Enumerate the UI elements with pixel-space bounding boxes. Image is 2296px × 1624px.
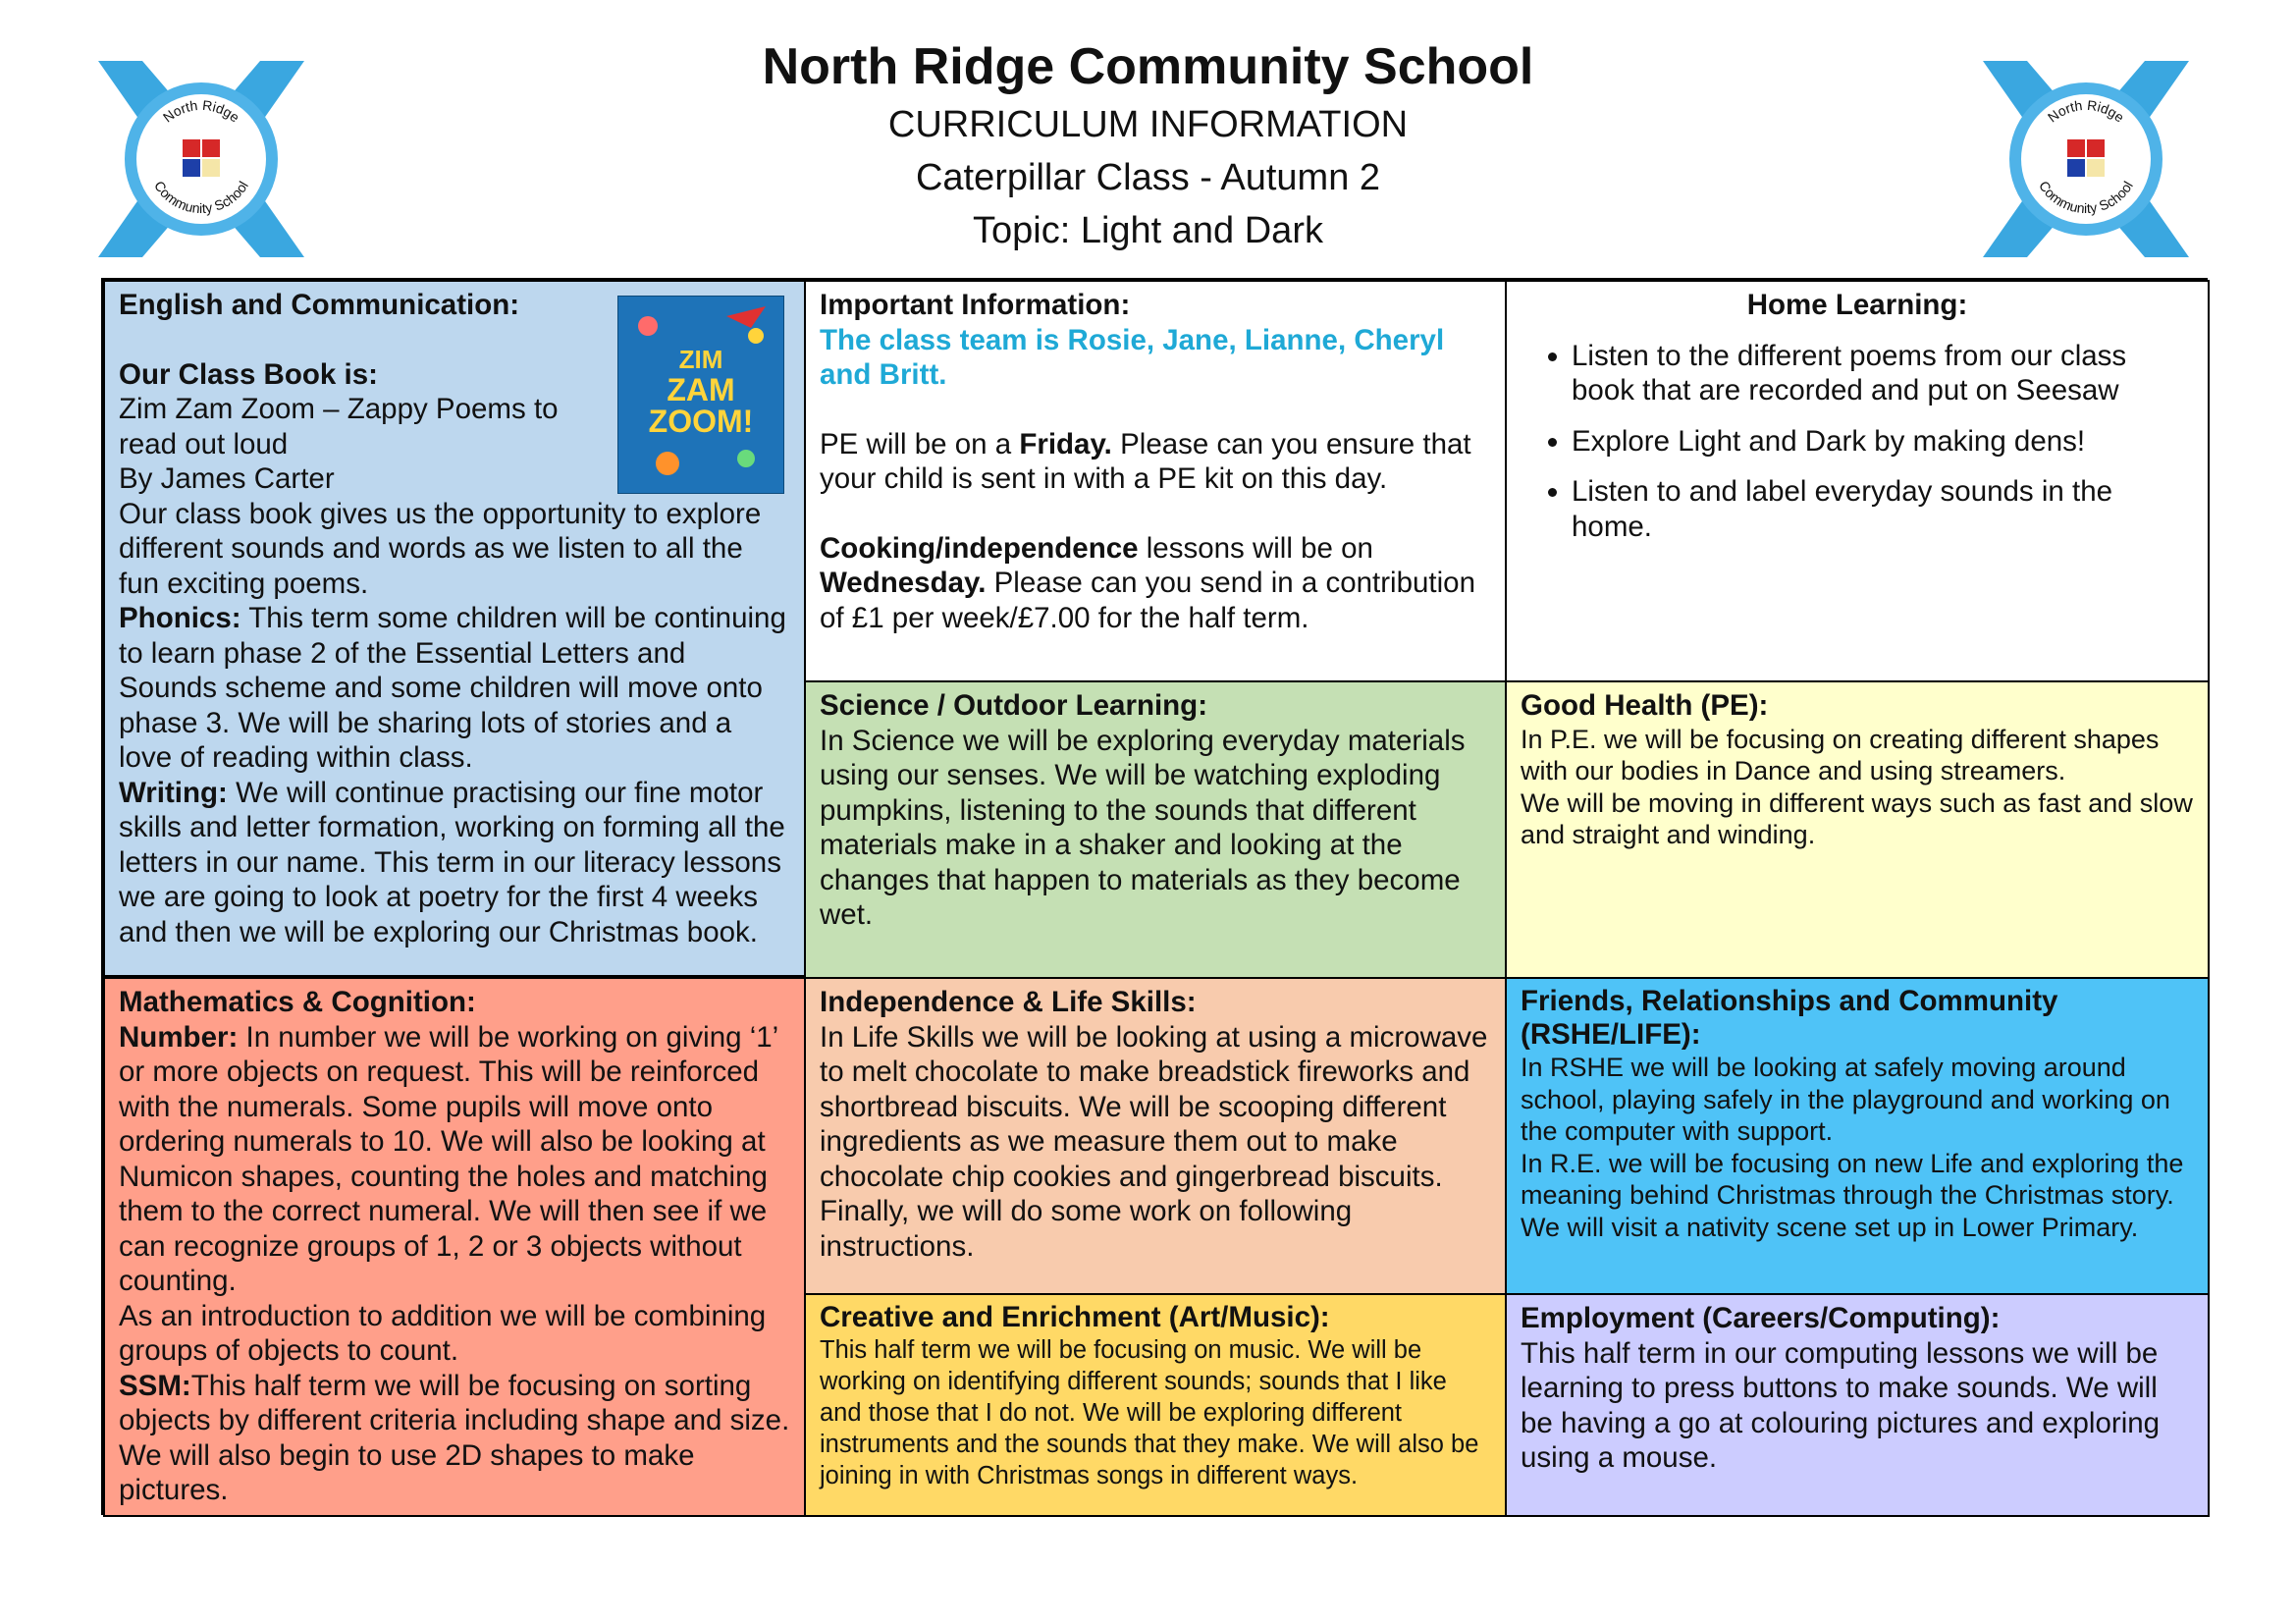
addition-paragraph: As an introduction to addition we will be combining groups of objects to count.: [119, 1299, 767, 1367]
class-team-text: The class team is Rosie, Jane, Lianne, Cheryl and Britt.: [820, 323, 1445, 391]
pe-text-pre: PE will be on a: [820, 427, 1020, 460]
section-heading: Important Information:: [820, 289, 1131, 321]
class-book-cover: [617, 296, 784, 494]
writing-text: We will continue practising our fine motor skills and letter formation, working on forming all the letters in our name. This term in our literacy lessons we are going to look at poetry for the first 4 weeks and then we will be exploring our Christmas book.: [119, 776, 785, 948]
class-book-title: Zim Zam Zoom – Zappy Poems to read out loud: [119, 393, 559, 460]
cooking-text-post: Please can you send in a contribution of £1 per week/£7.00 for the half term.: [820, 567, 1475, 634]
class-book-heading: Our Class Book is:: [119, 357, 378, 391]
pe-day-paragraph: [820, 427, 1491, 497]
health-text-1: In P.E. we will be focusing on creating different shapes with our bodies in Dance and using streamers.: [1521, 724, 2160, 785]
phonics-text: This term some children will be continuing to learn phase 2 of the Essential Letters and Sounds scheme and some children will move onto phase 3. We will be sharing lots of stories and a love of reading within class.: [119, 602, 786, 774]
science-section: [804, 680, 1507, 979]
mathematics-section: [103, 977, 806, 1517]
home-learning-list: [1521, 339, 2194, 545]
section-heading: English and Communication:: [119, 289, 520, 321]
cover-title-line1: ZIM: [678, 345, 723, 374]
writing-label: Writing:: [119, 776, 228, 809]
home-learning-section: [1505, 280, 2210, 682]
page-header: [0, 0, 2296, 275]
pe-text-post: Please can you ensure that your child is sent in with a PE kit on this day.: [820, 427, 1471, 495]
ssm-paragraph: [119, 1369, 790, 1508]
cover-title-line3: ZOOM!: [648, 404, 754, 439]
health-text-2: We will be moving in different ways such as fast and slow and straight and winding.: [1521, 787, 2193, 849]
writing-paragraph: [119, 776, 790, 950]
logo-text-bottom: Community School: [2036, 178, 2136, 217]
cover-title-line2: ZAM: [667, 372, 735, 407]
phonics-label: Phonics:: [119, 602, 241, 634]
number-text: In number we will be working on giving ‘1’ or more objects on request. This will be reinforced with the numerals. Some pupils will move onto ordering numerals to 10. We will also be looking at Numicon shapes, counting the holes and matching them to the correct numeral. We will then see if we can recognize groups of 1, 2 or 3 objects without counting.: [119, 1020, 778, 1297]
section-heading: Mathematics & Cognition:: [119, 986, 476, 1018]
science-text: In Science we will be exploring everyday materials using our senses. We will be watching exploding pumpkins, listening to the sounds that different materials make in a shaker and looking at the changes that happen to materials as they become wet.: [820, 724, 1466, 931]
number-label: Number:: [119, 1020, 239, 1054]
cooking-day: Wednesday.: [820, 567, 987, 599]
friends-relationships-section: [1505, 977, 2210, 1295]
creative-section: [804, 1293, 1507, 1517]
class-line: Caterpillar Class - Autumn 2: [915, 157, 1381, 198]
topic-line: Topic: Light and Dark: [973, 210, 1323, 251]
employment-section: [1505, 1293, 2210, 1517]
creative-text: This half term we will be focusing on music. We will be working on identifying different sounds; sounds that I like and those that I do not. We will be exploring different instruments and the sounds that they make. We will also be joining in with Christmas songs in different ways.: [820, 1336, 1479, 1489]
employment-text: This half term in our computing lessons we will be learning to press buttons to make sounds. We will be having a go at colouring pictures and exploring using a mouse.: [1521, 1336, 2161, 1474]
section-heading: Home Learning:: [1746, 289, 1968, 321]
section-heading: Employment (Careers/Computing):: [1521, 1302, 2001, 1334]
ssm-text: This half term we will be focusing on sorting objects by different criteria including shape and size. We will also begin to use 2D shapes to make pictures.: [119, 1369, 790, 1506]
friends-text-2: In R.E. we will be focusing on new Life and exploring the meaning behind Christmas through the Christmas story. We will visit a nativity scene set up in Lower Primary.: [1521, 1148, 2184, 1242]
logo-text-bottom: Community School: [151, 178, 251, 217]
independence-section: [804, 977, 1507, 1295]
number-paragraph: [119, 1020, 790, 1299]
cooking-paragraph: [820, 531, 1491, 636]
section-heading: Friends, Relationships and Community (RSHE/LIFE):: [1521, 985, 2058, 1051]
page-subtitle: CURRICULUM INFORMATION: [887, 104, 1409, 145]
friends-text-1: In RSHE we will be looking at safely moving around school, playing safely in the playground and working on the computer with support.: [1521, 1053, 2170, 1146]
list-item: • Listen to and label everyday sounds in the home.: [1572, 474, 2194, 544]
cooking-text-mid: lessons will be on: [1138, 531, 1373, 565]
logo-text-top: North Ridge: [2044, 96, 2128, 126]
section-heading: Creative and Enrichment (Art/Music):: [820, 1301, 1330, 1333]
independence-text-1: In Life Skills we will be looking at using a microwave to melt chocolate to make breadstick fireworks and shortbread biscuits. We will be scooping different ingredients as we measure them out to make chocolate chip cookies and gingerbread biscuits.: [820, 1020, 1488, 1193]
english-section: [103, 280, 806, 977]
independence-text-2: Finally, we will do some work on following instructions.: [820, 1195, 1353, 1263]
school-logo-right: [1983, 61, 2189, 257]
good-health-section: [1505, 680, 2210, 979]
class-book-author: By James Carter: [119, 462, 335, 495]
phonics-paragraph: [119, 601, 790, 776]
ssm-label: SSM:: [119, 1369, 191, 1402]
logo-text-top: North Ridge: [159, 96, 243, 126]
section-heading: Science / Outdoor Learning:: [820, 689, 1208, 722]
curriculum-grid: [101, 278, 2208, 1515]
section-heading: Independence & Life Skills:: [820, 986, 1197, 1018]
important-information-section: [804, 280, 1507, 682]
section-heading: Good Health (PE):: [1521, 689, 1769, 722]
class-book-description: Our class book gives us the opportunity to explore different sounds and words as we listen to all the fun exciting poems.: [119, 497, 762, 600]
list-item: • Listen to the different poems from our class book that are recorded and put on Seesaw: [1572, 339, 2194, 408]
pe-day: Friday.: [1019, 427, 1112, 460]
list-item: • Explore Light and Dark by making dens!: [1572, 424, 2194, 460]
cooking-label: Cooking/independence: [820, 531, 1139, 565]
school-title: North Ridge Community School: [762, 38, 1534, 95]
